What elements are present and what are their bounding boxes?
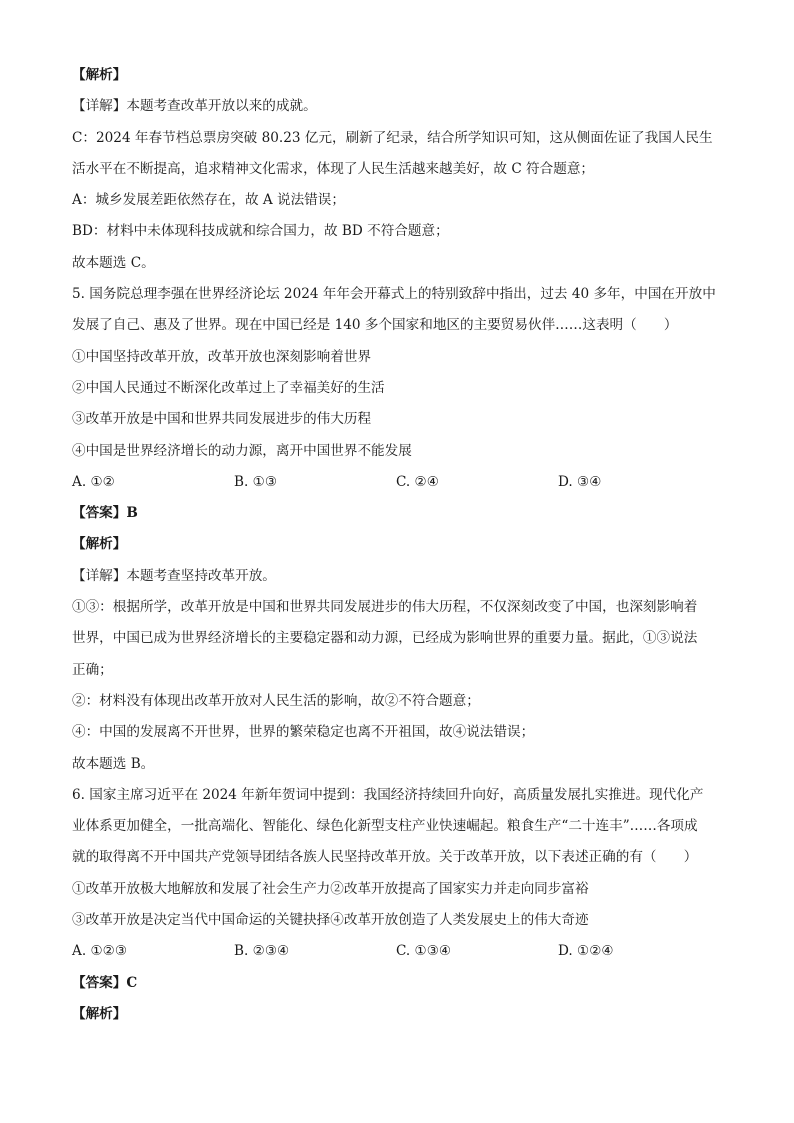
statement-item: ④中国是世界经济增长的动力源，离开中国世界不能发展 [72,442,412,459]
conclusion-line: 故本题选 C。 [72,254,155,271]
option-a: A. ①② [72,473,115,490]
option-c: C. ②④ [396,473,439,490]
question-stem: 业体系更加健全，一批高端化、智能化、绿色化新型支柱产业快速崛起。粮食生产“二十连丰”……各项成 [72,818,698,835]
analysis-heading: 【解析】 [72,67,127,83]
explanation-line: ④：中国的发展离不开世界，世界的繁荣稳定也离不开祖国，故④说法错误； [72,724,535,741]
option-b: B. ②③④ [234,943,290,960]
statement-item: ①改革开放极大地解放和发展了社会生产力②改革开放提高了国家实力并走向同步富裕 [72,880,589,897]
answer-line: 【答案】C [72,974,138,991]
answer-options [72,940,732,971]
explanation-line: A：城乡发展差距依然存在，故 A 说法错误； [72,192,345,209]
explanation-line: 活水平在不断提高，追求精神文化需求，体现了人民生活越来越美好，故 C 符合题意； [72,160,595,177]
answer-line: 【答案】B [72,505,138,522]
conclusion-line: 故本题选 B。 [72,755,155,772]
analysis-heading: 【解析】 [72,1005,127,1022]
statement-item: ③改革开放是决定当代中国命运的关键抉择④改革开放创造了人类发展史上的伟大奇迹 [72,912,589,929]
option-d: D. ①②④ [558,943,614,960]
explanation-line: 正确； [72,661,113,678]
explanation-line: C：2024 年春节档总票房突破 80.23 亿元，刷新了纪录，结合所学知识可知，这从侧面佐证了我国人民生 [72,129,713,146]
statement-item: ③改革开放是中国和世界共同发展进步的伟大历程 [72,411,372,428]
question-stem: 6. 国家主席习近平在 2024 年新年贺词中提到：我国经济持续回升向好，高质量发展扎实推进。现代化产 [72,786,704,803]
explanation-line: ②：材料没有体现出改革开放对人民生活的影响，故②不符合题意； [72,692,480,709]
option-d: D. ③④ [558,473,602,490]
detail-heading: 【详解】本题考查坚持改革开放。 [72,567,276,584]
detail-heading: 【详解】本题考查改革开放以来的成就。 [72,98,317,115]
answer-options [72,471,732,502]
option-a: A. ①②③ [72,943,128,960]
document-page [72,64,732,1034]
question-stem: 5. 国务院总理李强在世界经济论坛 2024 年年会开幕式上的特别致辞中指出，过去 40 多年，中国在开放中 [72,286,716,303]
explanation-line: ①③：根据所学，改革开放是中国和世界共同发展进步的伟大历程，不仅深刻改变了中国，也深刻影响着 [72,599,698,616]
option-c: C. ①③④ [396,943,452,960]
explanation-line: BD：材料中未体现科技成就和综合国力，故 BD 不符合题意； [72,223,449,240]
statement-item: ②中国人民通过不断深化改革过上了幸福美好的生活 [72,379,385,396]
analysis-heading: 【解析】 [72,536,127,553]
option-b: B. ①③ [234,473,278,490]
question-stem: 发展了自己、惠及了世界。现在中国已经是 140 多个国家和地区的主要贸易伙伴……这表明（ ） [72,317,678,334]
explanation-line: 世界，中国已成为世界经济增长的主要稳定器和动力源，已经成为影响世界的重要力量。据此，①③说法 [72,630,698,647]
question-stem: 就的取得离不开中国共产党领导团结各族人民坚持改革开放。关于改革开放，以下表述正确的有（ ） [72,849,698,866]
statement-item: ①中国坚持改革开放，改革开放也深刻影响着世界 [72,348,372,365]
